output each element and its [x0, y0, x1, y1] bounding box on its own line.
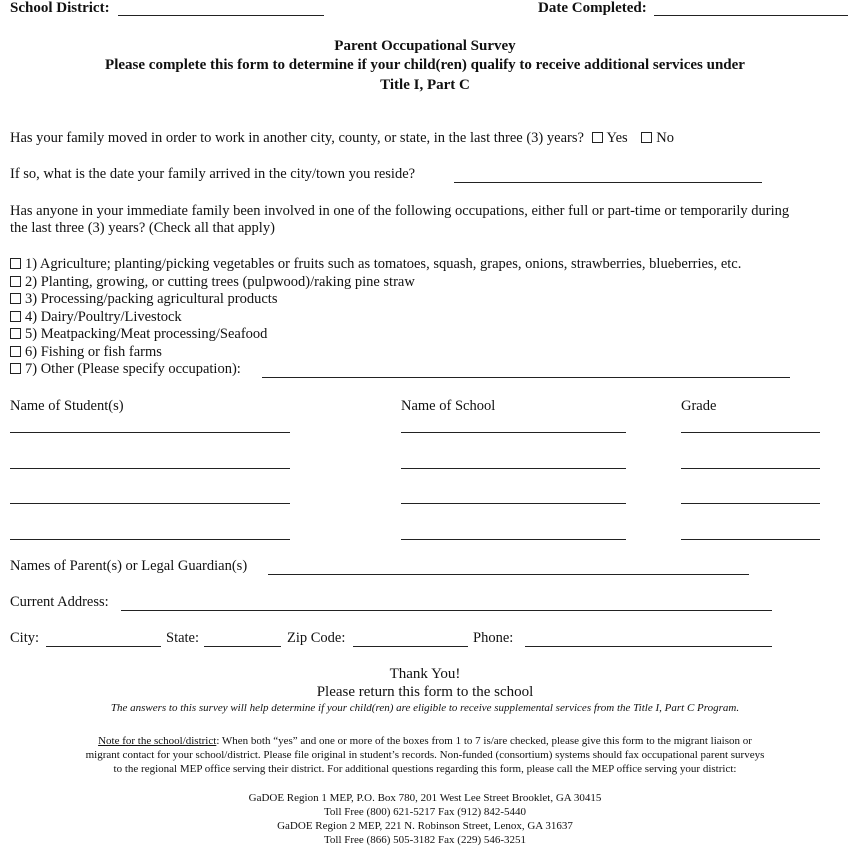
- eligibility-note: The answers to this survey will help determine if your child(ren) are eligible to receive supplemental services from the Title I, Part C Program.: [110, 702, 740, 714]
- date-completed-label: Date Completed:: [538, 0, 647, 16]
- occupation-checkbox[interactable]: [10, 363, 21, 374]
- student-name-field[interactable]: [10, 503, 290, 504]
- occupation-checkbox[interactable]: [10, 346, 21, 357]
- student-name-field[interactable]: [10, 468, 290, 469]
- form-subtitle-part: Title I, Part C: [380, 77, 470, 93]
- parents-label: Names of Parent(s) or Legal Guardian(s): [10, 558, 248, 574]
- occupation-checkbox[interactable]: [10, 258, 21, 269]
- form-subtitle: Please complete this form to determine if your child(ren) qualify to receive additional services under: [105, 57, 745, 73]
- region1-phone: Toll Free (800) 621-5217 Fax (912) 842-5440: [323, 806, 527, 818]
- grade-field[interactable]: [681, 539, 820, 540]
- return-instruction: Please return this form to the school: [316, 684, 534, 700]
- state-label: State:: [166, 630, 200, 646]
- yes-label: Yes: [606, 130, 628, 146]
- no-label: No: [656, 130, 675, 146]
- occupation-checkbox[interactable]: [10, 311, 21, 322]
- date-completed-field[interactable]: [654, 15, 848, 16]
- occupation-checkbox[interactable]: [10, 328, 21, 339]
- arrival-date-field[interactable]: [454, 182, 762, 183]
- grade-field[interactable]: [681, 432, 820, 433]
- address-label: Current Address:: [10, 594, 109, 610]
- state-field[interactable]: [204, 646, 281, 647]
- moved-question-text: Has your family moved in order to work in another city, county, or state, in the last three (3) years?: [10, 130, 584, 146]
- occupation-item: 3) Processing/packing agricultural products: [10, 291, 277, 308]
- grade-header: Grade: [681, 398, 717, 414]
- region1-address: GaDOE Region 1 MEP, P.O. Box 780, 201 West Lee Street Brooklet, GA 30415: [248, 792, 602, 804]
- school-name-field[interactable]: [401, 468, 626, 469]
- school-name-field[interactable]: [401, 503, 626, 504]
- phone-label: Phone:: [473, 630, 514, 646]
- form-title: Parent Occupational Survey: [334, 38, 516, 54]
- occupation-checkbox[interactable]: [10, 276, 21, 287]
- zip-label: Zip Code:: [287, 630, 346, 646]
- school-name-field[interactable]: [401, 539, 626, 540]
- district-note-line3: to the regional MEP office serving their district. For additional questions regarding this form, please call the MEP office serving your district:: [113, 763, 737, 775]
- occupation-item: 5) Meatpacking/Meat processing/Seafood: [10, 326, 267, 343]
- student-name-field[interactable]: [10, 539, 290, 540]
- occupation-item: 4) Dairy/Poultry/Livestock: [10, 309, 182, 326]
- student-name-field[interactable]: [10, 432, 290, 433]
- other-occupation-field[interactable]: [262, 377, 790, 378]
- school-district-label: School District:: [10, 0, 110, 16]
- district-note-heading: Note for the school/district: [98, 735, 217, 747]
- city-field[interactable]: [46, 646, 161, 647]
- city-label: City:: [10, 630, 40, 646]
- school-district-field[interactable]: [118, 15, 324, 16]
- occupation-item: 1) Agriculture; planting/picking vegetables or fruits such as tomatoes, squash, grapes, onions, strawberries, blueberries, etc.: [10, 256, 741, 273]
- occupation-checkbox[interactable]: [10, 293, 21, 304]
- district-note-line2: migrant contact for your school/district. Please file original in student’s records. Non-funded (consortium) systems should fax occupational parent surveys: [85, 749, 765, 761]
- student-name-header: Name of Student(s): [10, 398, 124, 414]
- occupations-question-cont: the last three (3) years? (Check all that apply): [10, 220, 275, 236]
- region2-address: GaDOE Region 2 MEP, 221 N. Robinson Street, Lenox, GA 31637: [277, 820, 573, 832]
- yes-checkbox[interactable]: [592, 132, 603, 143]
- address-field[interactable]: [121, 610, 772, 611]
- zip-field[interactable]: [353, 646, 468, 647]
- district-note-line1: Note for the school/district: When both “yes” and one or more of the boxes from 1 to 7 is/are checked, please give this form to the migrant liaison or: [98, 735, 752, 747]
- region2-phone: Toll Free (866) 505-3182 Fax (229) 546-3251: [323, 834, 527, 846]
- thank-you: Thank You!: [389, 666, 461, 682]
- occupation-item: 7) Other (Please specify occupation):: [10, 361, 241, 378]
- school-name-header: Name of School: [401, 398, 496, 414]
- occupation-item: 2) Planting, growing, or cutting trees (pulpwood)/raking pine straw: [10, 274, 415, 291]
- moved-question: [10, 130, 674, 147]
- arrival-question: If so, what is the date your family arrived in the city/town you reside?: [10, 166, 416, 182]
- parents-field[interactable]: [268, 574, 749, 575]
- occupation-item: 6) Fishing or fish farms: [10, 344, 162, 361]
- grade-field[interactable]: [681, 468, 820, 469]
- no-checkbox[interactable]: [641, 132, 652, 143]
- occupations-question: Has anyone in your immediate family been involved in one of the following occupations, either full or part-time or temporarily during: [10, 203, 790, 219]
- school-name-field[interactable]: [401, 432, 626, 433]
- phone-field[interactable]: [525, 646, 772, 647]
- grade-field[interactable]: [681, 503, 820, 504]
